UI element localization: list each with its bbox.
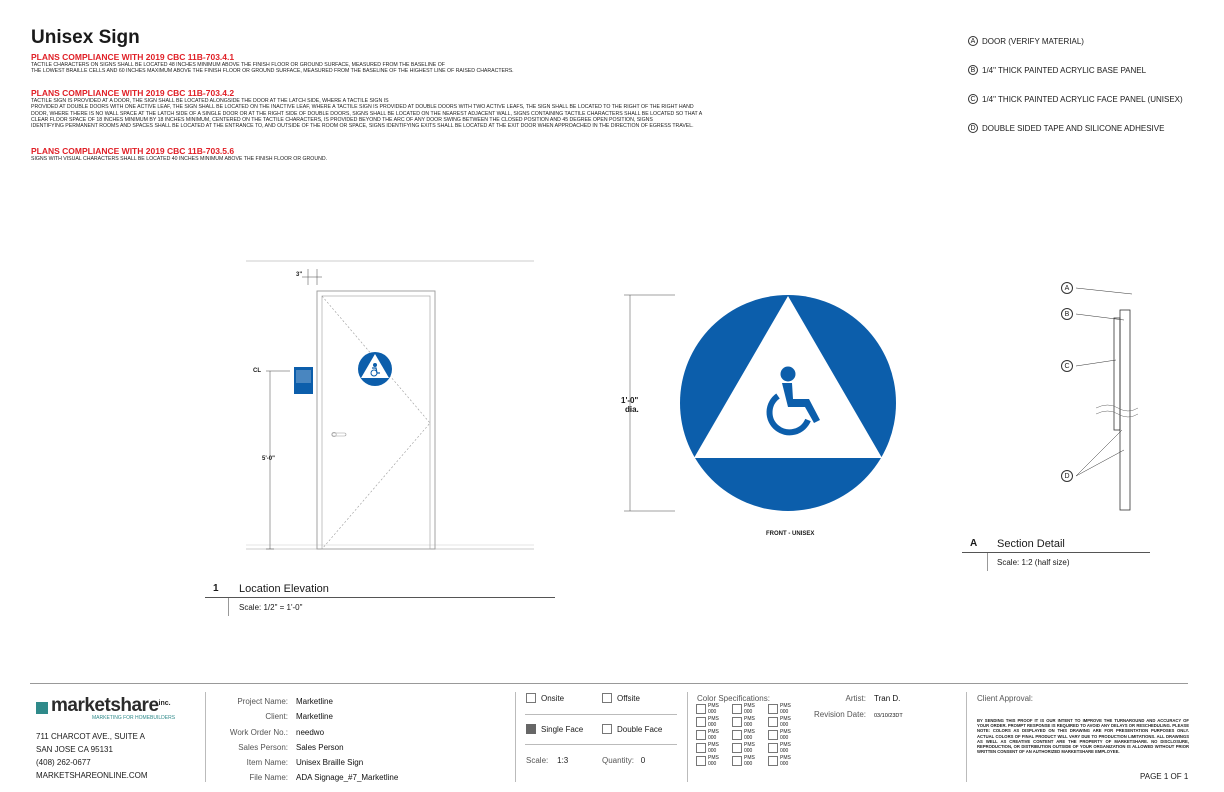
compliance-heading: PLANS COMPLIANCE WITH 2019 CBC 11B-703.4.1 [31,52,235,62]
color-spec-grid [696,704,804,767]
titleblock-rule [30,683,1188,684]
company-logo [36,695,175,721]
caption-title: Section Detail [997,537,1065,550]
compliance-line: DOOR, WHERE THERE IS NO WALL SPACE AT THE LATCH SIDE OF A SINGLE DOOR OR AT THE RIGHT SIDE OF DOUBLE DOORS, SIGNS SHALL BE LOCATED ON THE NEAREST ADJACENT WALL, SIGNS CONTAINING TACTILE CHARACTERS SHALL BE LOCATED SO THAT A [31,110,703,117]
option-offsite[interactable] [602,693,640,703]
compliance-block-3 [31,146,327,162]
pms-swatch[interactable]: PMS 000 [768,743,804,754]
location-elevation-drawing [240,255,540,555]
option-single-face[interactable] [526,724,583,734]
compliance-line: SIGNS WITH VISUAL CHARACTERS SHALL BE LOCATED 40 INCHES MINIMUM ABOVE THE FINISH FLOOR OR GROUND. [31,156,328,162]
color-spec-title: Color Specifications: [697,694,770,703]
legend-key: B [968,65,978,75]
logo-mark-icon [36,702,48,714]
client-approval-text: BY SENDING THIS PROOF IT IS OUR INTENT TO IMPROVE THE TURNAROUND AND ACCURACY OF YOUR ORDER. PROMPT RESPONSE IS REQUIRED TO AVOID ANY DELAYS OR RESCHEDULING. PLEASE NOTE: COLORS AS DISPLAYED ON THIS DRAWING ARE FOR PRESENTATION PURPOSES ONLY. ACTUAL COLORS OF FINAL PRODUCT WILL VARY DUE TO PRODUCTION LIMITATIONS. ALL DRAWINGS AS WELL AS CREATIVE CONTENT ARE THE PROPERTY OF MARKETSHARE. NO DISCLOSURE, REPRODUCTION, OR DISTRIBUTION OUTSIDE OF YOUR ORGANIZATION IS ALLOWED WITHOUT PRIOR WRITTEN CONSENT OF AN AUTHORIZED MARKETSHARE EMPLOYEE. [977,718,1189,755]
pms-swatch[interactable]: PMS 000 [696,743,732,754]
offsite-checkbox[interactable] [602,693,612,703]
company-address [36,730,148,782]
section-caption [962,535,1150,571]
compliance-line: THE LOWEST BRAILLE CELLS AND 60 INCHES MAXIMUM ABOVE THE FINISH FLOOR OR GROUND SURFACE, MEASURED FROM THE BASELINE OF THE HIGHEST LINE OF RAISED CHARACTERS. [31,68,514,75]
compliance-line: TACTILE CHARACTERS ON SIGNS SHALL BE LOCATED 48 INCHES MINIMUM ABOVE THE FINISH FLOOR OR GROUND SURFACE, MEASURED FROM THE BASELINE OF [31,62,445,68]
revision-field: Revision Date: 03/10/23DT [813,710,903,719]
option-onsite[interactable] [526,693,564,703]
pms-swatch[interactable]: PMS 000 [732,743,768,754]
pms-swatch[interactable]: PMS 000 [732,717,768,728]
legend-item-a [968,36,1183,46]
section-callout-b: B [1061,308,1073,320]
scale-field: Scale: 1:3 [526,756,569,765]
onsite-checkbox[interactable] [526,693,536,703]
compliance-line: TACTILE SIGN IS PROVIDED AT A DOOR, THE SIGN SHALL BE LOCATED ALONGSIDE THE DOOR AT THE LATCH SIDE, WHERE A TACTILE SIGN IS [31,98,389,104]
pms-swatch[interactable]: PMS 000 [732,730,768,741]
caption-number: 1 [213,583,219,594]
address-line: MARKETSHAREONLINE.COM [36,771,148,780]
legend-text: 1/4" THICK PAINTED ACRYLIC FACE PANEL (UNISEX) [982,94,1183,104]
pms-swatch[interactable]: PMS 000 [732,704,768,715]
legend-item-d [968,123,1183,133]
compliance-block-1 [31,52,514,75]
dim-5ft: 5'-0" [262,456,275,462]
front-unisex-sign [620,288,900,518]
front-dim-sub: dia. [625,405,639,414]
compliance-heading: PLANS COMPLIANCE WITH 2019 CBC 11B-703.5.6 [31,146,235,156]
option-double-face[interactable] [602,724,662,734]
pms-swatch[interactable]: PMS 000 [696,756,732,767]
field-work-order: Work Order No.: needwo [229,727,325,737]
client-approval-title: Client Approval: [977,694,1034,703]
section-callout-a: A [1061,282,1073,294]
pms-swatch[interactable]: PMS 000 [768,756,804,767]
pms-swatch[interactable]: PMS 000 [768,704,804,715]
pms-swatch[interactable]: PMS 000 [732,756,768,767]
pms-swatch[interactable]: PMS 000 [768,730,804,741]
legend-key: A [968,36,978,46]
dim-cl: CL [253,368,261,374]
page-title: Unisex Sign [31,27,140,48]
onsite-label: Onsite [541,693,565,703]
compliance-block-2 [31,88,702,129]
compliance-heading: PLANS COMPLIANCE WITH 2019 CBC 11B-703.4.2 [31,88,235,98]
compliance-line: PROVIDED AT DOUBLE DOORS WITH ONE ACTIVE LEAF, THE SIGN SHALL BE LOCATED ON THE INACTIVE LEAF, WHERE A TACTILE SIGN IS PROVIDED AT DOUBLE DOORS WITH TWO ACTIVE LEAFS, THE SIGN SHALL BE LOCATED TO THE RIGHT OF THE RIGHT HAND [31,104,694,111]
legend-key: D [968,123,978,133]
caption-scale: Scale: 1:2 (half size) [997,558,1070,567]
logo-text: marketshare [51,695,159,716]
legend [968,36,1183,133]
address-line: (408) 262-0677 [36,758,91,767]
caption-title: Location Elevation [239,582,329,595]
single-face-label: Single Face [541,724,584,734]
logo-suffix: inc. [158,700,171,707]
section-callout-c: C [1061,360,1073,372]
single-face-checkbox[interactable] [526,724,536,734]
legend-text: DOUBLE SIDED TAPE AND SILICONE ADHESIVE [982,123,1165,133]
double-face-label: Double Face [617,724,663,734]
compliance-line: IDENTIFYING PERMANENT ROOMS AND SPACES SHALL BE LOCATED AT THE ENTRANCE TO, AND OUTSIDE OF THE ROOM OR SPACE, SIGNS IDENTIFYING EXITS SHALL BE LOCATED AT THE EXIT DOOR WHEN APPROACHED IN THE DIRECTION OF EGRESS TRAVEL. [31,123,694,130]
pms-swatch[interactable]: PMS 000 [696,730,732,741]
field-item-name: Item Name: Unisex Braille Sign [246,758,364,768]
artist-field: Artist: Tran D. [845,694,901,703]
field-file-name: File Name: ADA Signage_#7_Marketline [249,773,399,783]
address-line: 711 CHARCOT AVE., SUITE A [36,732,145,741]
offsite-label: Offsite [617,693,640,703]
compliance-line: CLEAR FLOOR SPACE OF 18 INCHES MINIMUM BY 18 INCHES MINIMUM, CENTERED ON THE TACTILE CHARACTERS, IS PROVIDED BEYOND THE ARC OF ANY DOOR SWING BETWEEN THE CLOSED POSITION AND 45 DEGREE OPEN POSITION, SIGNS [31,116,653,123]
legend-text: DOOR (VERIFY MATERIAL) [982,36,1084,46]
pms-swatch[interactable]: PMS 000 [768,717,804,728]
legend-item-c [968,94,1183,104]
project-fields [218,694,398,786]
quantity-field: Quantity: 0 [602,756,646,765]
caption-scale: Scale: 1/2" = 1'-0" [239,603,303,612]
legend-item-b [968,65,1183,75]
pms-swatch[interactable]: PMS 000 [696,717,732,728]
page-number: PAGE 1 OF 1 [1140,772,1189,781]
front-caption: FRONT - UNISEX [766,531,815,537]
section-callout-d: D [1061,470,1073,482]
double-face-checkbox[interactable] [602,724,612,734]
dim-3-inch: 3" [296,272,303,278]
field-sales-person: Sales Person: Sales Person [238,742,344,752]
legend-text: 1/4" THICK PAINTED ACRYLIC BASE PANEL [982,65,1147,75]
field-client: Client: Marketline [265,712,333,722]
pms-swatch[interactable]: PMS 000 [696,704,732,715]
elevation-caption [205,580,555,616]
legend-key: C [968,94,978,104]
front-dim-label: 1'-0" [621,396,639,405]
field-project-name: Project Name: Marketline [237,697,333,706]
address-line: SAN JOSE CA 95131 [36,745,113,754]
caption-number: A [970,538,978,549]
logo-tagline: MARKETING FOR HOMEBUILDERS [92,715,176,721]
